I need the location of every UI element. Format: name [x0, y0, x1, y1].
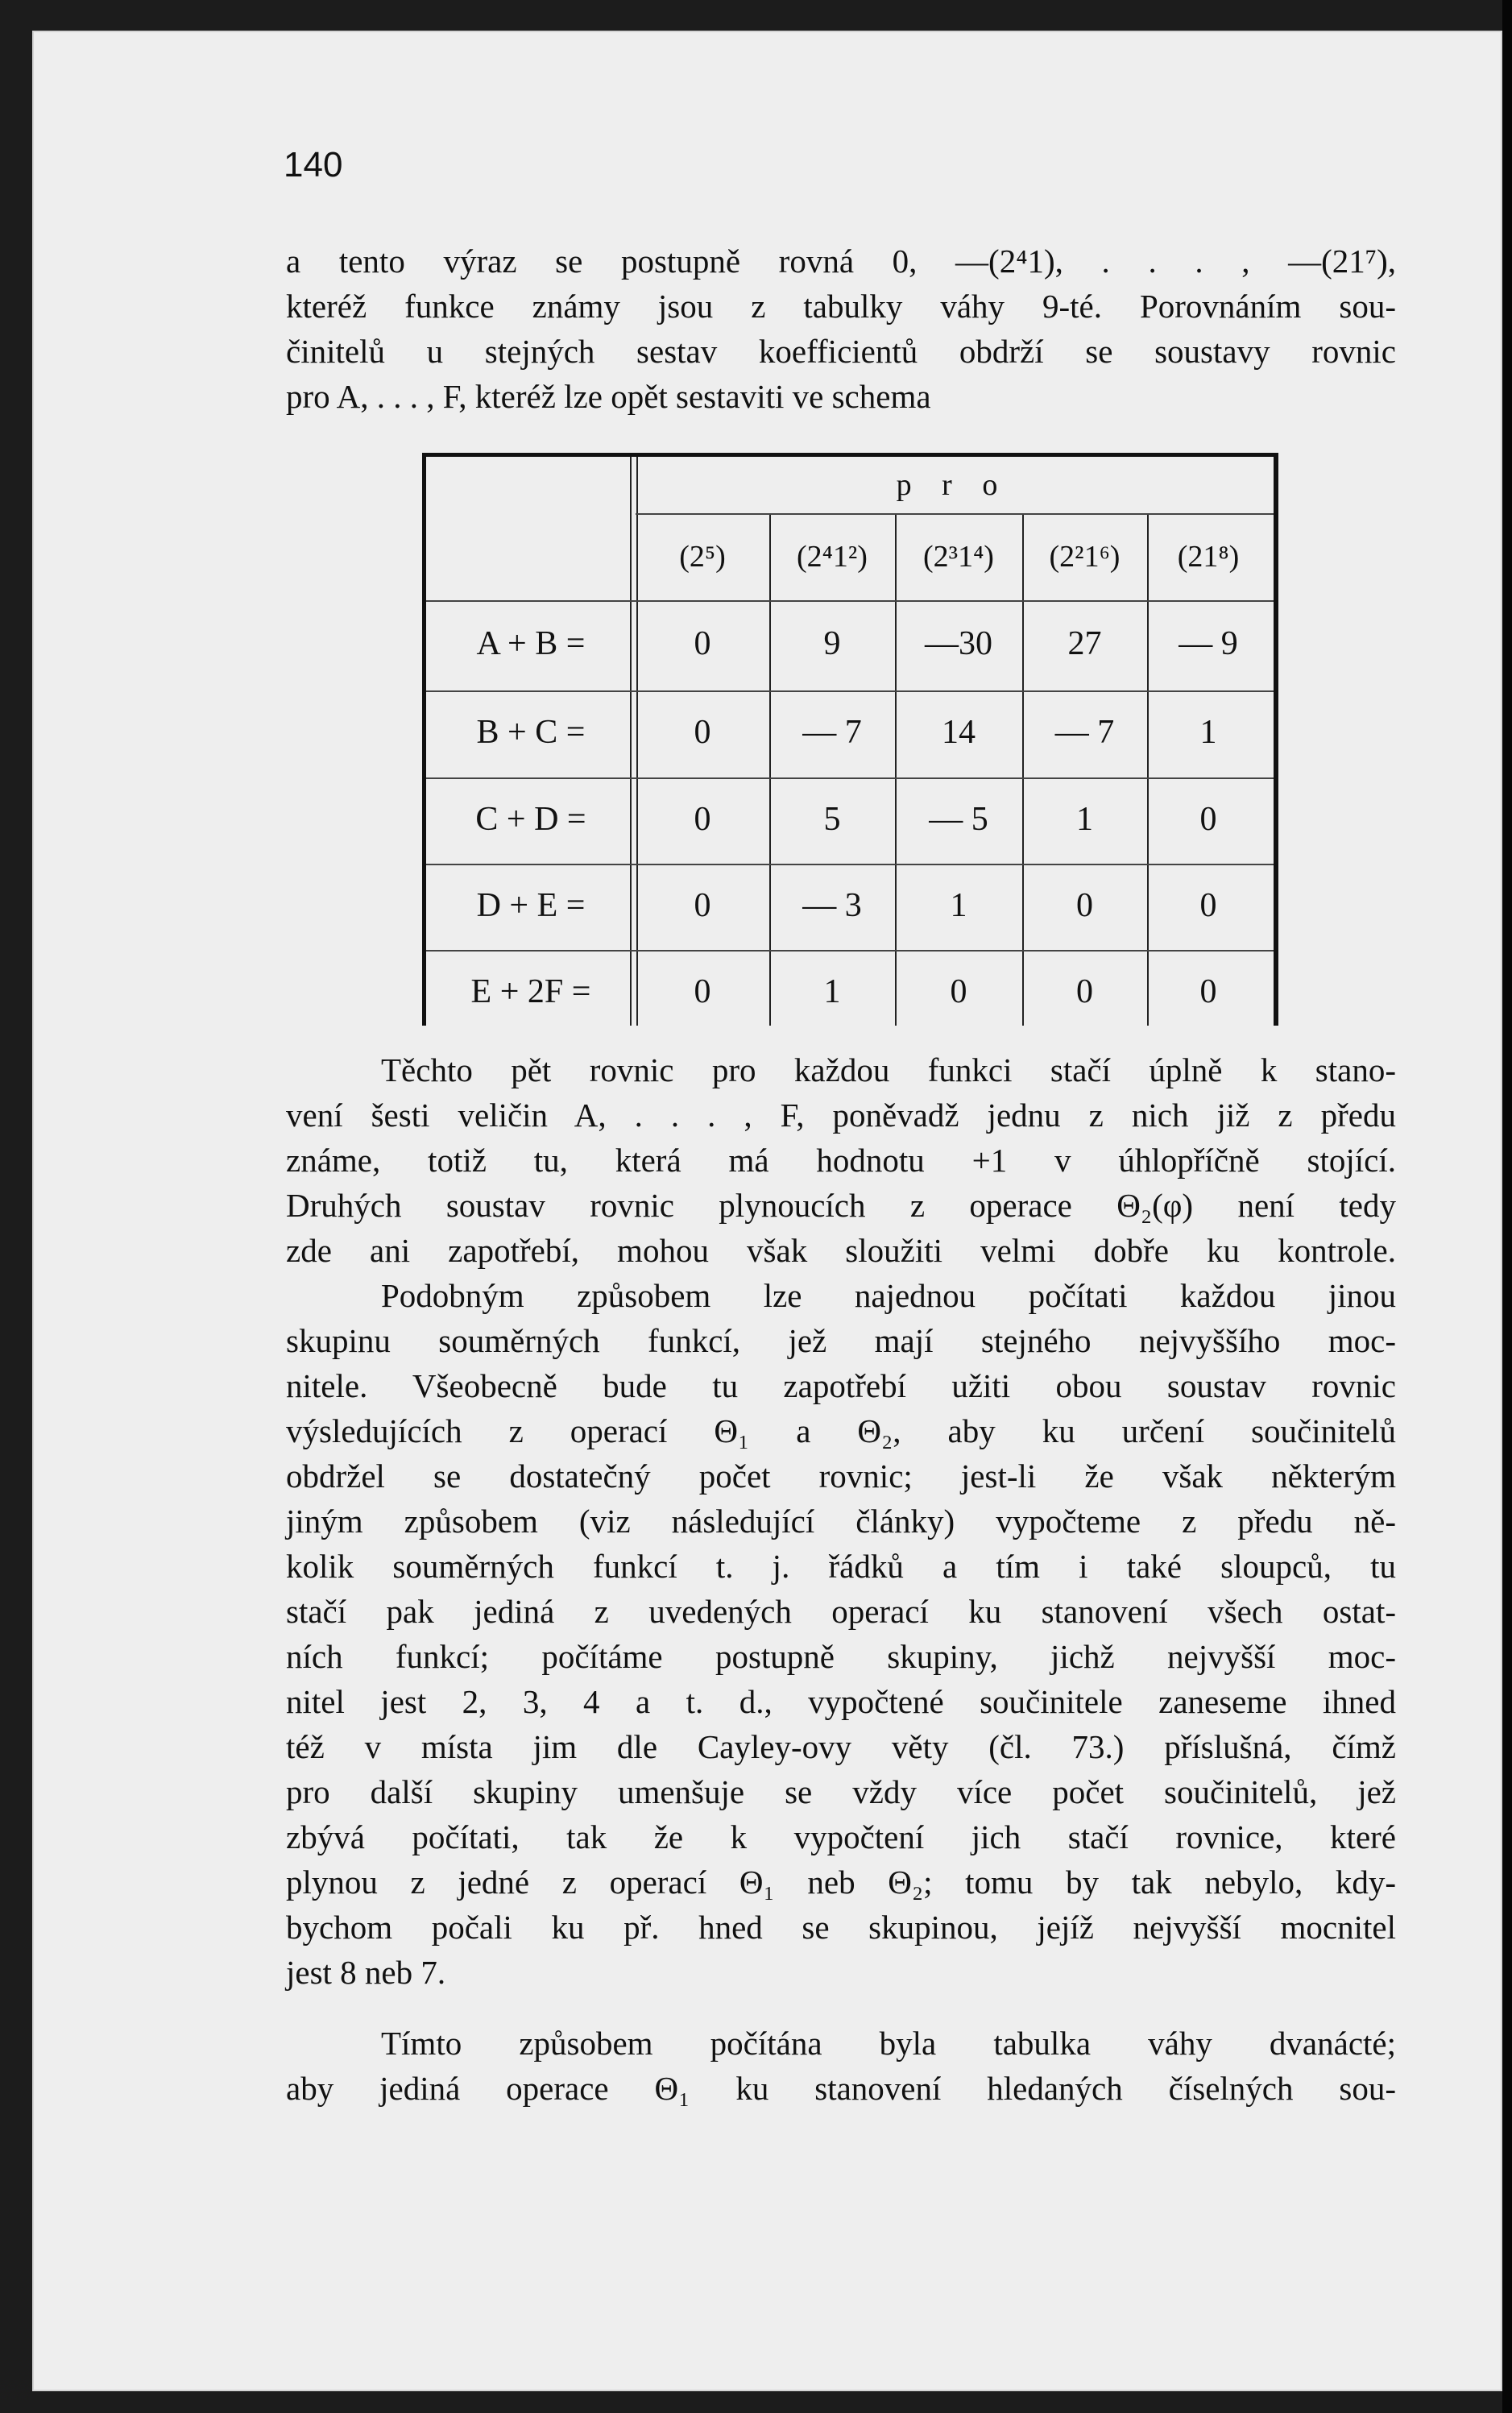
table-cell: — 5 — [929, 801, 988, 838]
table-row-label: C + D = — [475, 801, 586, 838]
table-column-header: (2⁴1²) — [797, 540, 868, 574]
table-cell: 9 — [823, 625, 841, 662]
text-line: známe, totiž tu, která má hodnotu +1 v úhlopříčně stojící. — [286, 1142, 1396, 1179]
intro-paragraph — [286, 238, 1396, 419]
table-cell: 0 — [694, 714, 711, 751]
table-row-label: E + 2F = — [470, 973, 591, 1010]
table-cell: 1 — [1076, 801, 1093, 838]
table-cell: 1 — [1199, 714, 1217, 751]
text-line: stačí pak jediná z uvedených operací ku stanovení všech ostat- — [286, 1593, 1396, 1630]
text-line: též v místa jim dle Cayley-ovy věty (čl. 73.) příslušná, čímž — [286, 1728, 1396, 1765]
table-column-header: (2⁵) — [679, 540, 726, 574]
table-cell: 0 — [950, 973, 967, 1010]
text-line: Těchto pět rovnic pro každou funkci stačí úplně k stano- — [381, 1051, 1396, 1088]
table-cell: 0 — [694, 625, 711, 662]
table-cell: 0 — [1076, 887, 1093, 924]
table-cell: — 7 — [802, 714, 862, 751]
text-line: nitel jest 2, 3, 4 a t. d., vypočtené součinitele zaneseme ihned — [286, 1683, 1396, 1720]
table-cell: 0 — [694, 801, 711, 838]
body-paragraphs — [286, 1047, 1396, 1995]
text-line: Podobným způsobem lze najednou počítati každou jinou — [381, 1277, 1396, 1314]
text-line: skupinu souměrných funkcí, jež mají stejného nejvyššího moc- — [286, 1322, 1396, 1359]
table-cell: 0 — [694, 887, 711, 924]
table-cell: 1 — [823, 973, 841, 1010]
scan-edge-shadow — [1502, 0, 1512, 2413]
text-line: činitelů u stejných sestav koefficientů obdrží se soustavy rovnic — [286, 333, 1396, 370]
equation-schema-table — [422, 453, 1278, 1026]
text-line: výsledujících z operací Θ₁ a Θ₂, aby ku určení součinitelů — [286, 1412, 1396, 1449]
table-cell: 27 — [1067, 625, 1102, 662]
text-line: obdržel se dostatečný počet rovnic; jest-li že však některým — [286, 1457, 1396, 1495]
text-line: a tento výraz se postupně rovná 0, —(2⁴1), . . . , —(21⁷), — [286, 243, 1396, 280]
table-row-label: A + B = — [476, 625, 586, 662]
text-line: aby jediná operace Θ₁ ku stanovení hledaných číselných sou- — [286, 2070, 1396, 2107]
table-row-label: B + C = — [476, 714, 586, 751]
text-line: bychom počali ku př. hned se skupinou, jejíž nejvyšší mocnitel — [286, 1909, 1396, 1946]
table-column-header: (2²1⁶) — [1049, 540, 1121, 574]
table-column-header: (2³1⁴) — [923, 540, 994, 574]
table-cell: 14 — [942, 714, 976, 751]
text-line: zbývá počítati, tak že k vypočtení jich stačí rovnice, které — [286, 1818, 1396, 1855]
text-line: kteréž funkce známy jsou z tabulky váhy 9-té. Porovnáním sou- — [286, 288, 1396, 325]
table-cell: 0 — [694, 973, 711, 1010]
text-line: jest 8 neb 7. — [286, 1954, 446, 1991]
table-column-header: (21⁸) — [1177, 540, 1240, 574]
table-cell: —30 — [925, 625, 992, 662]
text-line: Tímto způsobem počítána byla tabulka váhy dvanácté; — [381, 2025, 1396, 2062]
text-line: vení šesti veličin A, . . . , F, poněvadž jednu z nich již z předu — [286, 1097, 1396, 1134]
table-cell: — 7 — [1054, 714, 1115, 751]
closing-paragraph — [286, 2021, 1396, 2111]
table-cell: 5 — [823, 801, 841, 838]
text-line: pro další skupiny umenšuje se vždy více počet součinitelů, jež — [286, 1773, 1396, 1810]
text-line: plynou z jedné z operací Θ₁ neb Θ₂; tomu by tak nebylo, kdy- — [286, 1864, 1396, 1901]
text-line: Druhých soustav rovnic plynoucích z operace Θ₂(φ) není tedy — [286, 1187, 1396, 1224]
text-line: zde ani zapotřebí, mohou však sloužiti velmi dobře ku kontrole. — [286, 1232, 1396, 1269]
text-line: kolik souměrných funkcí t. j. řádků a tím i také sloupců, tu — [286, 1548, 1396, 1585]
table-cell: 1 — [950, 887, 967, 924]
text-line: nitele. Všeobecně bude tu zapotřebí užiti obou soustav rovnic — [286, 1367, 1396, 1404]
table-cell: — 3 — [802, 887, 862, 924]
table-cell: 0 — [1076, 973, 1093, 1010]
text-line: ních funkcí; počítáme postupně skupiny, jichž nejvyšší moc- — [286, 1638, 1396, 1675]
table-cell: 0 — [1199, 801, 1217, 838]
table-cell: 0 — [1199, 887, 1217, 924]
text-line: pro A, . . . , F, kteréž lze opět sestaviti ve schema — [286, 378, 931, 415]
page-number: 140 — [284, 145, 343, 184]
table-row-label: D + E = — [476, 887, 586, 924]
table-cell: 0 — [1199, 973, 1217, 1010]
table-divider — [426, 600, 1274, 602]
table-cell: — 9 — [1179, 625, 1238, 662]
table-header-label: p r o — [896, 468, 1009, 502]
text-line: jiným způsobem (viz následující články) vypočteme z předu ně- — [286, 1503, 1396, 1540]
